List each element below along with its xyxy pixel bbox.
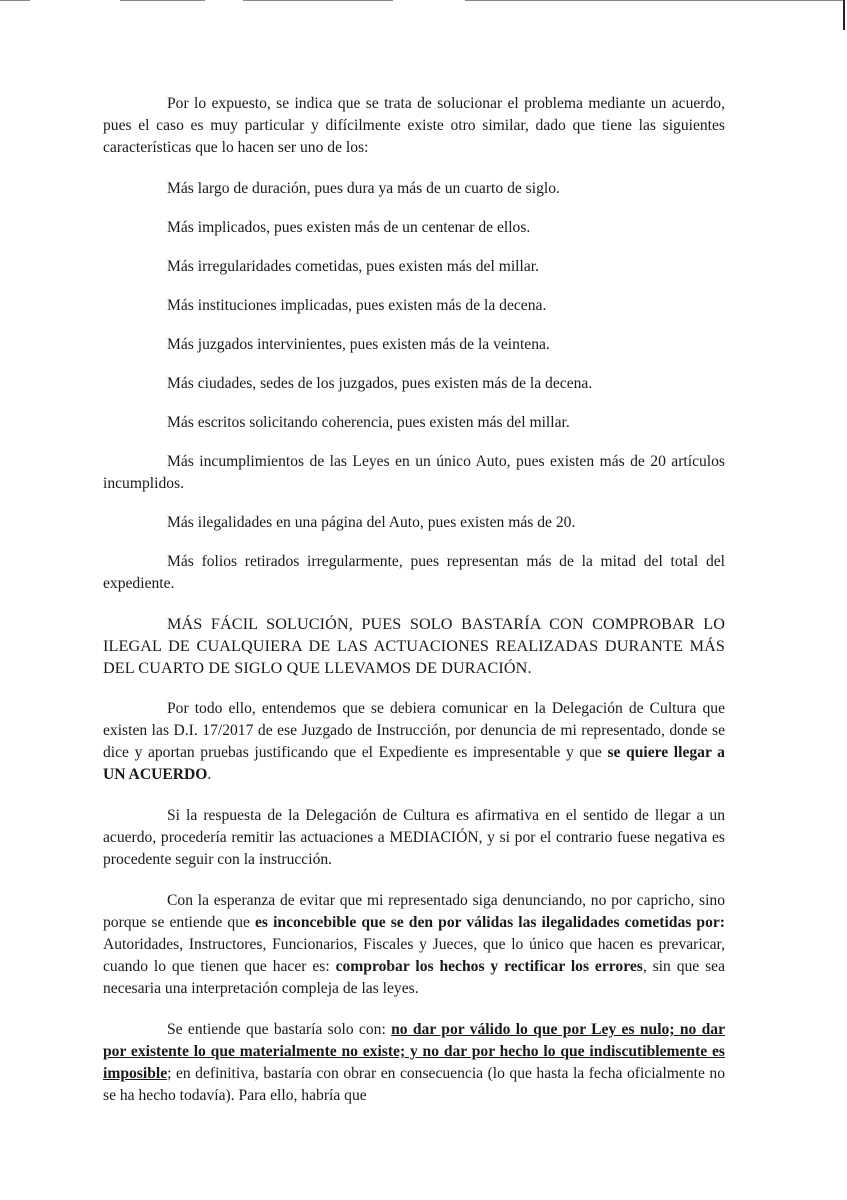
delegacion-text: Por todo ello, entendemos que se debiera comunicar en la Delegación de Cultura que existen las D.I. 17/2017 de ese Juzgado de Instrucción, por denuncia de mi representado, donde se dice y aportan pruebas justificando que el Expediente es impresentable y que bbox=[103, 700, 725, 761]
document-page bbox=[103, 93, 725, 1107]
caps-paragraph: MÁS FÁCIL SOLUCIÓN, PUES SOLO BASTARÍA CON COMPROBAR LO ILEGAL DE CUALQUIERA DE LAS ACTUACIONES REALIZADAS DURANTE MÁS DEL CUARTO DE SIGLO QUE LLEVAMOS DE DURACIÓN. bbox=[103, 615, 725, 677]
scan-right-edge bbox=[843, 0, 845, 30]
final-text-1: Se entiende que bastaría solo con: bbox=[167, 1021, 392, 1038]
final-paragraph bbox=[103, 1019, 725, 1107]
scan-top-edge bbox=[0, 0, 847, 2]
list-item: Más implicados, pues existen más de un centenar de ellos. bbox=[167, 219, 531, 236]
list-item: Más juzgados intervinientes, pues existen más de la veintena. bbox=[167, 336, 550, 353]
respuesta-paragraph: Si la respuesta de la Delegación de Cultura es afirmativa en el sentido de llegar a un acuerdo, procedería remitir las actuaciones a MEDIACIÓN, y si por el contrario fuese negativa es procedente seguir con la instrucción. bbox=[103, 807, 725, 868]
esperanza-bold-1: es inconcebible que se den por válidas las ilegalidades cometidas por: bbox=[255, 914, 725, 931]
list-item: Más incumplimientos de las Leyes en un único Auto, pues existen más de 20 artículos incumplidos. bbox=[103, 453, 725, 492]
final-text-2: ; en definitiva, bastaría con obrar en consecuencia (lo que hasta la fecha oficialmente no se ha hecho todavía). Para ello, habría que bbox=[103, 1065, 725, 1104]
delegacion-bold: se quiere llegar a UN ACUERDO bbox=[103, 744, 725, 783]
list-item: Más ciudades, sedes de los juzgados, pues existen más de la decena. bbox=[167, 375, 593, 392]
delegacion-paragraph bbox=[103, 698, 725, 786]
delegacion-end: . bbox=[207, 766, 212, 783]
list-item: Más ilegalidades en una página del Auto, pues existen más de 20. bbox=[167, 514, 576, 531]
list-item: Más instituciones implicadas, pues existen más de la decena. bbox=[167, 297, 547, 314]
final-underlined: no dar por válido lo que por Ley es nulo; no dar por existente lo que materialmente no existe; y no dar por hecho lo que indiscutiblemente es imposible bbox=[103, 1021, 725, 1082]
esperanza-paragraph bbox=[103, 890, 725, 1000]
esperanza-bold-2: comprobar los hechos y rectificar los errores bbox=[335, 958, 643, 975]
list-item: Más escritos solicitando coherencia, pues existen más del millar. bbox=[167, 414, 570, 431]
list-item: Más folios retirados irregularmente, pues representan más de la mitad del total del expediente. bbox=[103, 553, 725, 592]
esperanza-text-2: Autoridades, Instructores, Funcionarios, Fiscales y Jueces, que lo único que hacen es prevaricar, cuando lo que tienen que hacer es: bbox=[103, 936, 725, 975]
esperanza-text-1: Con la esperanza de evitar que mi representado siga denunciando, no por capricho, sino porque se entiende que bbox=[103, 892, 725, 931]
list-item: Más largo de duración, pues dura ya más de un cuarto de siglo. bbox=[167, 180, 560, 197]
list-item: Más irregularidades cometidas, pues existen más del millar. bbox=[167, 258, 539, 275]
esperanza-text-3: , sin que sea necesaria una interpretación compleja de las leyes. bbox=[103, 958, 726, 997]
intro-paragraph: Por lo expuesto, se indica que se trata de solucionar el problema mediante un acuerdo, pues el caso es muy particular y difícilmente existe otro similar, dado que tiene las siguientes características que lo hacen ser uno de los: bbox=[103, 95, 725, 156]
